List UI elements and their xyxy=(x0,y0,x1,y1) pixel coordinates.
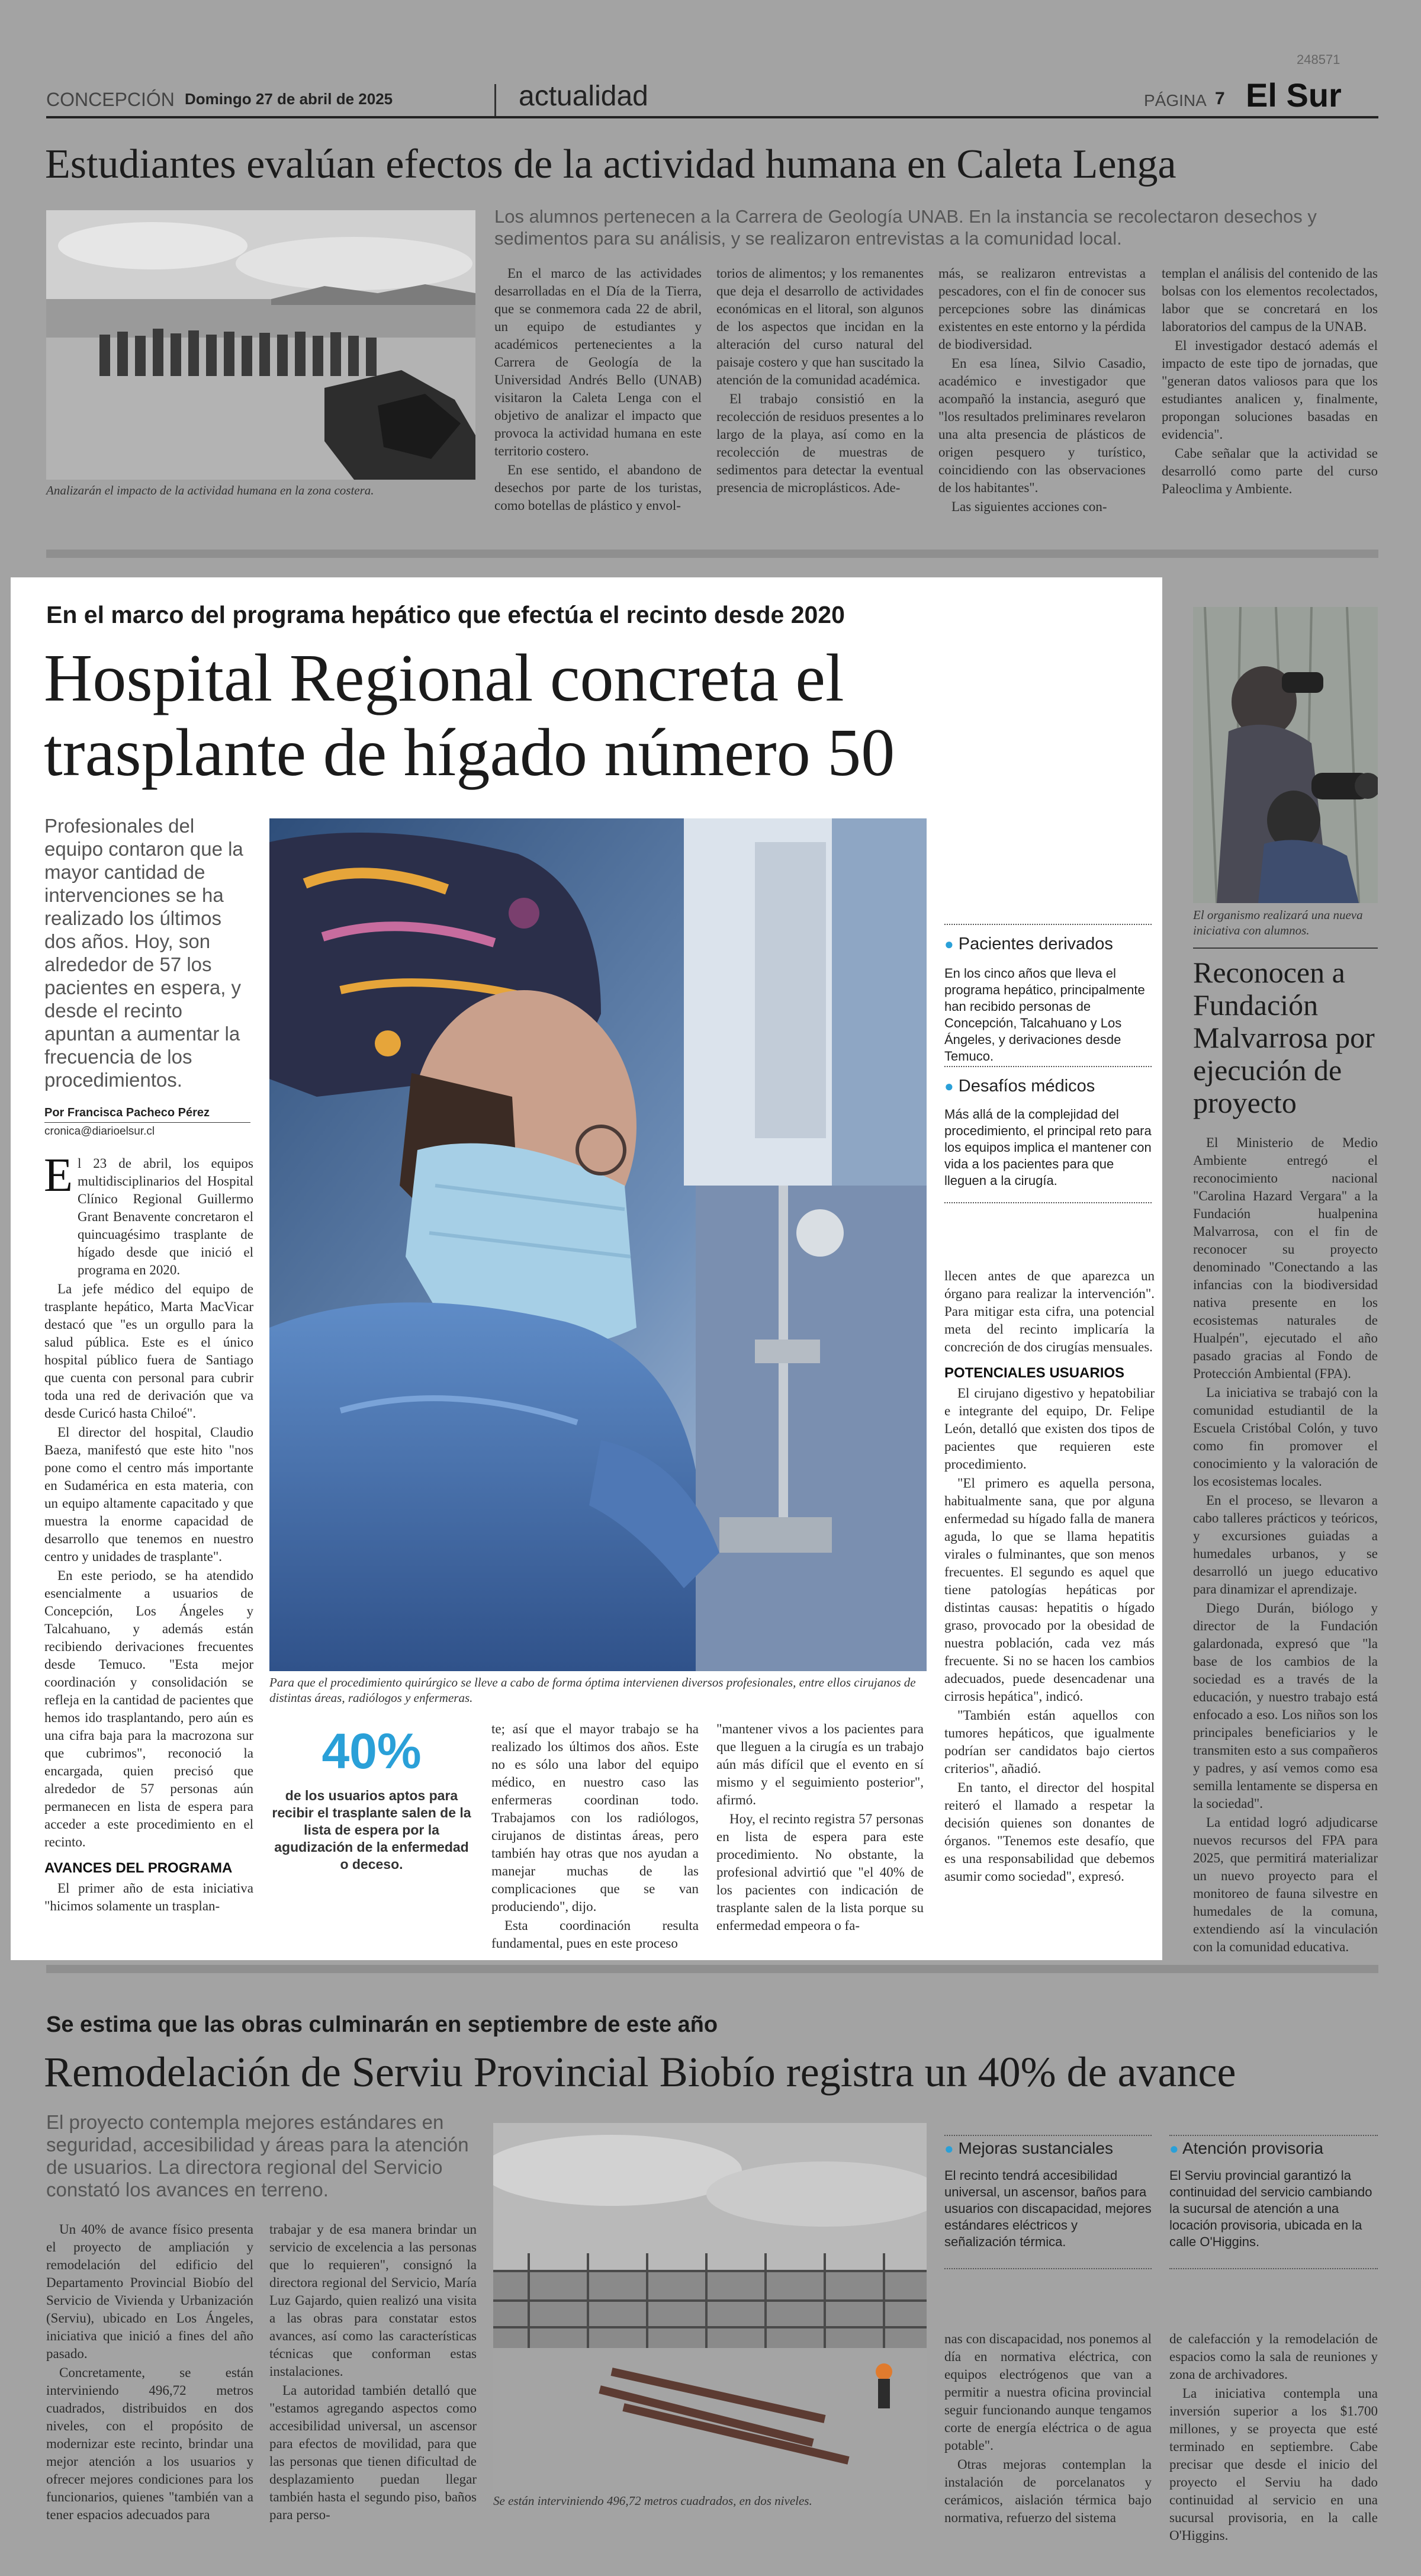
serviu-side2-top-rule xyxy=(1169,2135,1378,2136)
article1-caption: Analizarán el impacto de la actividad humana en la zona costera. xyxy=(46,483,374,497)
serviu-side2-bottom-rule xyxy=(1169,2268,1378,2269)
article4-kicker: Se estima que las obras culminarán en septiembre de este año xyxy=(46,2012,718,2037)
avances-subhead: AVANCES DEL PROGRAMA xyxy=(44,1860,233,1876)
stat-value: 40% xyxy=(322,1723,422,1779)
article1-col3: más, se realizaron entrevistas a pescadores, con el fin de conocer sus percepciones sobre las dinámicas existentes en este entorno y la pérdida de biodiversidad. En esa línea, Silvio Casadio, académico e investigador que acompañó la instancia, aseguró que "los resultados preliminares revelaron una alta presencia de plásticos de origen pesquero y turístico, coincidiendo con las observaciones de los habitantes". Las siguientes acciones con- xyxy=(938,266,1146,514)
side1-top-rule xyxy=(944,924,1152,925)
drop-cap: E xyxy=(44,1149,73,1202)
article2-email: cronica@diarioelsur.cl xyxy=(44,1125,155,1138)
surgery-caption: Para que el procedimiento quirúrgico se lleve a cabo de forma óptima intervienen diversos profesionales, entre ellos cirujanos de distintas áreas, radiólogos y enfermeras. xyxy=(269,1675,916,1705)
article1-col2: torios de alimentos; y los remanentes que deja el desarrollo de actividades económicas en el litoral, son algunos de los aspectos que incidan en la alteración del curso natural del paisaje costero y que han suscitado la atención de la comunidad académica. El trabajo consistió en la recolección de residuos presentes a lo largo de la playa, así como en la recolección de muestras de sedimentos para detectar la eventual presencia de microplásticos. Ade- xyxy=(716,266,924,495)
clip-id: 248571 xyxy=(1297,52,1340,67)
article2-byline: Por Francisca Pacheco Pérez xyxy=(44,1106,210,1119)
article2-col4: llecen antes de que aparezca un órgano para realizar la intervención". Para mitigar esta cifra, una potencial meta del recinto implicaría la concreción de dos cirugías mensuales. POTENCIALES USUARIOS El cirujano digestivo y hepatobiliar e integrante del equipo, Dr. Felipe León, detalló que existen dos tipos de pacientes que requieren este procedimiento. "El primero es aquella persona, habitualmente sana, que por alguna enfermedad su hígado falla de manera aguda, lo que se llama hepatitis virales o fulminantes, que son menos frecuentes. El segundo es aquel que tiene patologías hepáticas por distintas causas: hepatitis o hígado graso, provocado por la obesidad de nuestra población, cada vez más frecuente. Si no se hacen los cambios adecuados, puede desencadenar una cirrosis hepática", indicó. "También están aquellos con tumores hepáticos, que igualmente podrían ser candidatos bajo ciertos criterios", añadió. En tanto, el director del hospital reiteró el llamado a respetar la decisión quienes son donantes de órganos. "Tenemos este desafío, que es una responsabilidad que debemos asumir como sociedad", expresó. xyxy=(944,1268,1155,1884)
article2-kicker: En el marco del programa hepático que efectúa el recinto desde 2020 xyxy=(46,601,845,628)
article4-col4: de calefacción y la remodelación de espacios como la sala de reuniones y zona de archivadores. La iniciativa contempla una inversión superior a los $1.700 millones, y se proyecta que esté terminado en septiembre. Cabe precisar que desde el inicio del proyecto el Serviu ha dado continuidad al servicio en una sucursal provisoria, en la calle O'Higgins. xyxy=(1169,2331,1378,2543)
article4-title: Remodelación de Serviu Provincial Biobío registra un 40% de avance xyxy=(44,2048,1236,2096)
article4-col2: trabajar y de esa manera brindar un servicio de excelencia a las personas que lo requieren", consignó la directora regional del Servicio, María Luz Gajardo, quien realizó una visita a las obras para constatar estos avances, así como las características técnicas que conforman estas instalaciones. La autoridad también detalló que "estamos agregando aspectos como accesibilidad universal, un ascensor para efectos de movilidad, para que las personas que tienen dificultad de desplazamiento puedan llegar también hasta el segundo piso, baños para perso- xyxy=(269,2222,477,2522)
article4-col1: Un 40% de avance físico presenta el proyecto de ampliación y remodelación del edificio del Departamento Provincial Biobío del Servicio de Vivienda y Urbanización (Serviu), ubicado en Los Ángeles, iniciativa que inició a fines del año pasado. Concretamente, se están interviniendo 496,72 metros cuadrados, distribuidos en dos niveles, con el propósito de modernizar este recinto, brindar una mejor atención a los usuarios y ofrecer mejores condiciones para los funcionarios, quienes "también van a tener espacios adecuados para xyxy=(46,2222,253,2522)
side-box-mejoras: ● Mejoras sustanciales xyxy=(944,2139,1113,2157)
section-label: actualidad xyxy=(519,81,648,112)
article1-title: Estudiantes evalúan efectos de la actividad humana en Caleta Lenga xyxy=(45,142,1176,187)
side-box-desafios: ● Desafíos médicos xyxy=(944,1077,1095,1096)
serviu-side2-text: El Serviu provincial garantizó la continuidad del servicio cambiando la sucursal de atención a una locación provisoria, ubicada en la calle O'Higgins. xyxy=(1169,2168,1372,2249)
article3-bottom-rule xyxy=(46,1965,1378,1973)
masthead-logo: El Sur xyxy=(1246,76,1342,114)
serviu-side1-text: El recinto tendrá accesibilidad universal, un ascensor, baños para usuarios con discapacidad, mejores estándares eléctricos y señalización térmica. xyxy=(944,2168,1152,2249)
article1-col4: templan el análisis del contenido de las bolsas con los elementos recolectados, labor que se concretará en los laboratorios del campus de la UNAB. El investigador destacó además el impacto de este tipo de jornadas, que "generan datos valiosos para que los estudiantes analicen y, finalmente, propongan soluciones basadas en evidencia". Cabe señalar que la actividad se desarrolló como parte del curso Paleoclima y Ambiente. xyxy=(1162,266,1378,496)
header-divider xyxy=(494,84,496,117)
article4-lead: El proyecto contempla mejores estándares en seguridad, accesibilidad y áreas para la atención de usuarios. La directora regional del Servicio constató los avances en terreno. xyxy=(46,2111,469,2201)
bullet-icon: ● xyxy=(944,2140,954,2157)
serviu-caption: Se están interviniendo 496,72 metros cuadrados, en dos niveles. xyxy=(493,2494,812,2508)
article2-col1: l 23 de abril, los equipos multidisciplinarios del Hospital Clínico Regional Guillermo Grant Benavente concretaron el quincuagésimo trasplante de hígado desde que inició el programa en 2020. La jefe médico del equipo de trasplante hepático, Marta MacVicar destacó que "es un orgullo para la salud pública. Este es el único hospital público fuera de Santiago que cuenta con personal para cubrir toda una red de derivación que va desde Curicó hasta Chiloé". El director del hospital, Claudio Baeza, manifestó que este hito "nos pone como el centro más importante en Sudamérica en esta materia, con un equipo altamente capacitado y que muestra la enorme capacidad de desarrollo que tenemos en nuestro centro y unidades de trasplante". En este periodo, se ha atendido esencialmente a usuarios de Concepción, Los Ángeles y Talcahuano, y además están recibiendo derivaciones frecuentes desde Temuco. "Esta mejor coordinación y consolidación se refleja en la cantidad de pacientes que hemos ido trasplantando, pero aún es una cifra baja para la macrozona sur que cubrimos", reconoció la encargada, quien precisó que alrededor de 57 personas aún permanecen en lista de espera para acceder a este procedimiento en el recinto. AVANCES DEL PROGRAMA El primer año de esta iniciativa "hicimos solamente un trasplan- xyxy=(44,1156,253,1913)
article2-headline-line2: trasplante de hígado número 50 xyxy=(44,715,895,790)
header-rule xyxy=(46,116,1378,118)
page-label: PÁGINA xyxy=(1144,91,1207,110)
side-box-atencion: ● Atención provisoria xyxy=(1169,2139,1324,2157)
stat-text: de los usuarios aptos para recibir el trasplante salen de la lista de espera por la agudización de la enfermedad o deceso. xyxy=(272,1788,471,1872)
malvarrosa-caption: El organismo realizará una nueva iniciativa con alumnos. xyxy=(1193,908,1363,937)
bullet-icon: ● xyxy=(944,935,954,953)
side1-text: En los cinco años que lleva el programa hepático, principalmente han recibido personas de Concepción, Talcahuano y Los Ángeles, y derivaciones desde Temuco. xyxy=(944,966,1145,1064)
side-box-pacientes: ● Pacientes derivados xyxy=(944,934,1113,953)
article2-headline-line1: Hospital Regional concreta el xyxy=(44,640,844,715)
article2-col2: te; así que el mayor trabajo se ha realizado los últimos dos años. Este no es sólo una labor del equipo médico, en nuestro caso las enfermeras coordinan todo. Trabajamos con los radiólogos, cirujanos de distintas áreas, pero también hay otras que nos ayudan a manejar muchas de las complicaciones que se van produciendo", dijo. Esta coordinación resulta fundamental, pues en este proceso xyxy=(491,1721,699,1951)
side2-bottom-rule xyxy=(944,1202,1152,1203)
article1-bottom-rule xyxy=(46,550,1378,558)
surgery-photo xyxy=(269,818,927,1671)
byline-rule xyxy=(44,1122,250,1123)
article3-body: El Ministerio de Medio Ambiente entregó el reconocimiento nacional "Carolina Hazard Vergara" a la Fundación hualpenina Malvarrosa, con el fin de reconocer su proyecto denominado "Conectando a las infancias con la biodiversidad nativa presente en los ecosistemas naturales de Hualpén", ejecutado el año pasado gracias al Fondo de Protección Ambiental (FPA). La iniciativa se trabajó con la comunidad estudiantil de la Escuela Cristóbal Colón, y tuvo como fin promover el conocimiento y la valoración de los ecosistemas locales. En el proceso, se llevaron a cabo talleres prácticos y teóricos, y excursiones guiadas a humedales urbanos, y se desarrolló un juego educativo para dinamizar el aprendizaje. Diego Durán, biólogo y director de la Fundación galardonada, expresó que "la base de los cambios de la sociedad es a través de la educación, y nuestro trabajo está enfocado a eso. Los niños son los principales beneficiarios y le transmiten esto a sus compañeros y padres, y así vemos como esa semilla lentamente se dispersa en la sociedad". La entidad logró adjudicarse nuevos recursos del FPA para 2025, que permitirá materializar un nuevo proyecto para el monitoreo de fauna silvestre en humedales de la comuna, extendiendo así la vinculación con la comunidad educativa. xyxy=(1193,1135,1378,1954)
article3-title-rule xyxy=(1193,947,1378,949)
article2-col3: "mantener vivos a los pacientes para que lleguen a la cirugía es un trabajo aún más difícil que el evento en sí mismo y el seguimiento posterior", afirmó. Hoy, el recinto registra 57 personas en lista de espera para este procedimiento. No obstante, la profesional advirtió que "el 40% de los pacientes con indicación de trasplante salen de la lista porque su enfermedad empeora o fa- xyxy=(716,1721,924,1933)
article3-title: Reconocen a Fundación Malvarrosa por ejecución de proyecto xyxy=(1193,956,1375,1119)
side2-text: Más allá de la complejidad del procedimiento, el principal reto para los equipos implica el mantener con vida a los pacientes para que lleguen a la cirugía. xyxy=(944,1107,1152,1188)
serviu-side1-top-rule xyxy=(944,2135,1152,2136)
header-city: CONCEPCIÓN xyxy=(46,89,175,110)
page-number: 7 xyxy=(1215,89,1225,108)
potenciales-subhead: POTENCIALES USUARIOS xyxy=(944,1365,1125,1381)
article1-col1: En el marco de las actividades desarrolladas en el Día de la Tierra, que se conmemora cada 22 de abril, un equipo de estudiantes y académicos pertenecientes a la Carrera de Geología de la Universidad Andrés Bello (UNAB) visitaron la Caleta Lenga con el objetivo de analizar el impacto que provoca la actividad humana en este territorio costero. En ese sentido, el abandono de desechos por parte de los turistas, como botellas de plástico y envol- xyxy=(494,266,702,513)
bullet-icon: ● xyxy=(1169,2140,1179,2157)
bullet-icon: ● xyxy=(944,1077,954,1095)
serviu-photo xyxy=(493,2123,927,2490)
article2-lead: Profesionales del equipo contaron que la mayor cantidad de intervenciones se ha realizado los últimos dos años. Hoy, son alrededor de 57 los pacientes en espera, y desde el recinto apuntan a aumentar la frecuencia de los procedimientos. xyxy=(44,815,243,1091)
article1-lead: Los alumnos pertenecen a la Carrera de Geología UNAB. En la instancia se recolectaron desechos y sedimentos para su análisis, y se realizaron entrevistas a la comunidad local. xyxy=(494,206,1317,249)
serviu-side1-bottom-rule xyxy=(944,2268,1152,2269)
side2-top-rule xyxy=(944,1066,1152,1067)
malvarrosa-photo xyxy=(1193,607,1378,903)
header-date: Domingo 27 de abril de 2025 xyxy=(185,90,393,108)
article4-col3: nas con discapacidad, nos ponemos al día en normativa eléctrica, con equipos electrógenos que van a permitir a nuestra oficina provincial seguir funcionando aunque tengamos corte de energía eléctrica o de agua potable". Otras mejoras contemplan la instalación de porcelanatos y cerámicos, aislación térmica bajo normativa, refuerzo del sistema xyxy=(944,2331,1152,2525)
article1-photo xyxy=(46,210,475,480)
